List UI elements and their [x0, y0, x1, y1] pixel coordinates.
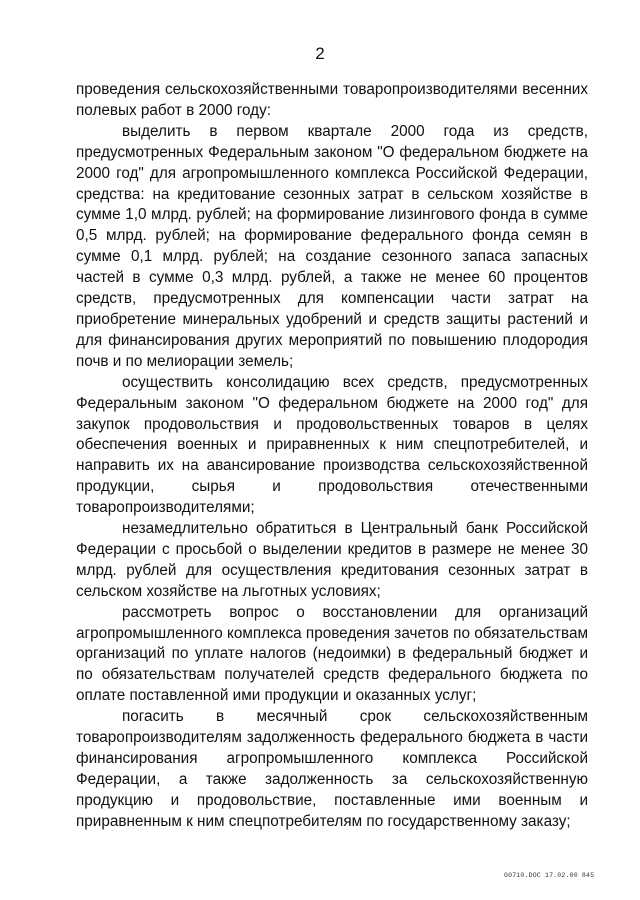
paragraph-continuation: проведения сельскохозяйственными товаропроизводителями весенних полевых работ в 2000 году:: [76, 81, 588, 119]
document-footer-code: G0710.DOC 17.02.00 845: [504, 872, 595, 879]
document-body: [76, 80, 588, 833]
paragraph-central-bank-request: незамедлительно обратиться в Центральный банк Российской Федерации с просьбой о выделении кредитов в размере не менее 30 млрд. рублей для осуществления кредитования сезонных затрат в сельском хозяйстве на льготных условиях;: [76, 520, 588, 600]
paragraph-repay-debt: погасить в месячный срок сельскохозяйственным товаропроизводителям задолженность федерального бюджета в части финансирования агропромышленного комплекса Российской Федерации, а также задолженность за сельскохозяйственную продукцию и продовольствие, поставленные ими военным и приравненным к ним спецпотребителям по государственному заказу;: [76, 708, 588, 830]
paragraph-consolidate-funds: осуществить консолидацию всех средств, предусмотренных Федеральным законом "О федеральном бюджете на 2000 год" для закупок продовольствия и продовольственных товаров в целях обеспечения военных и приравненных к ним спецпотребителей, и направить их на авансирование производства сельскохозяйственной продукции, сырья и продовольствия отечественными товаропроизводителями;: [76, 373, 588, 517]
paragraph-tax-offsets: рассмотреть вопрос о восстановлении для организаций агропромышленного комплекса проведения зачетов по обязательствам организаций по уплате налогов (недоимки) в федеральный бюджет и по обязательствам получателей средств федерального бюджета по оплате поставленной ими продукции и оказанных услуг;: [76, 603, 588, 705]
page-number: 2: [315, 44, 325, 63]
paragraph-allocate-funds: выделить в первом квартале 2000 года из средств, предусмотренных Федеральным законом "О федеральном бюджете на 2000 год" для агропромышленного комплекса Российской Федерации, средства: на кредитование сезонных затрат в сельском хозяйстве в сумме 1,0 млрд. рублей; на формирование лизингового фонда в сумме 0,5 млрд. рублей; на формирование федерального фонда семян в сумме 0,1 млрд. рублей; на создание сезонного запаса запасных частей в сумме 0,3 млрд. рублей, а также не менее 60 процентов средств, предусмотренных для компенсации части затрат на приобретение минеральных удобрений и средств защиты растений и для финансирования других мероприятий по повышению плодородия почв и по мелиорации земель;: [76, 122, 588, 370]
